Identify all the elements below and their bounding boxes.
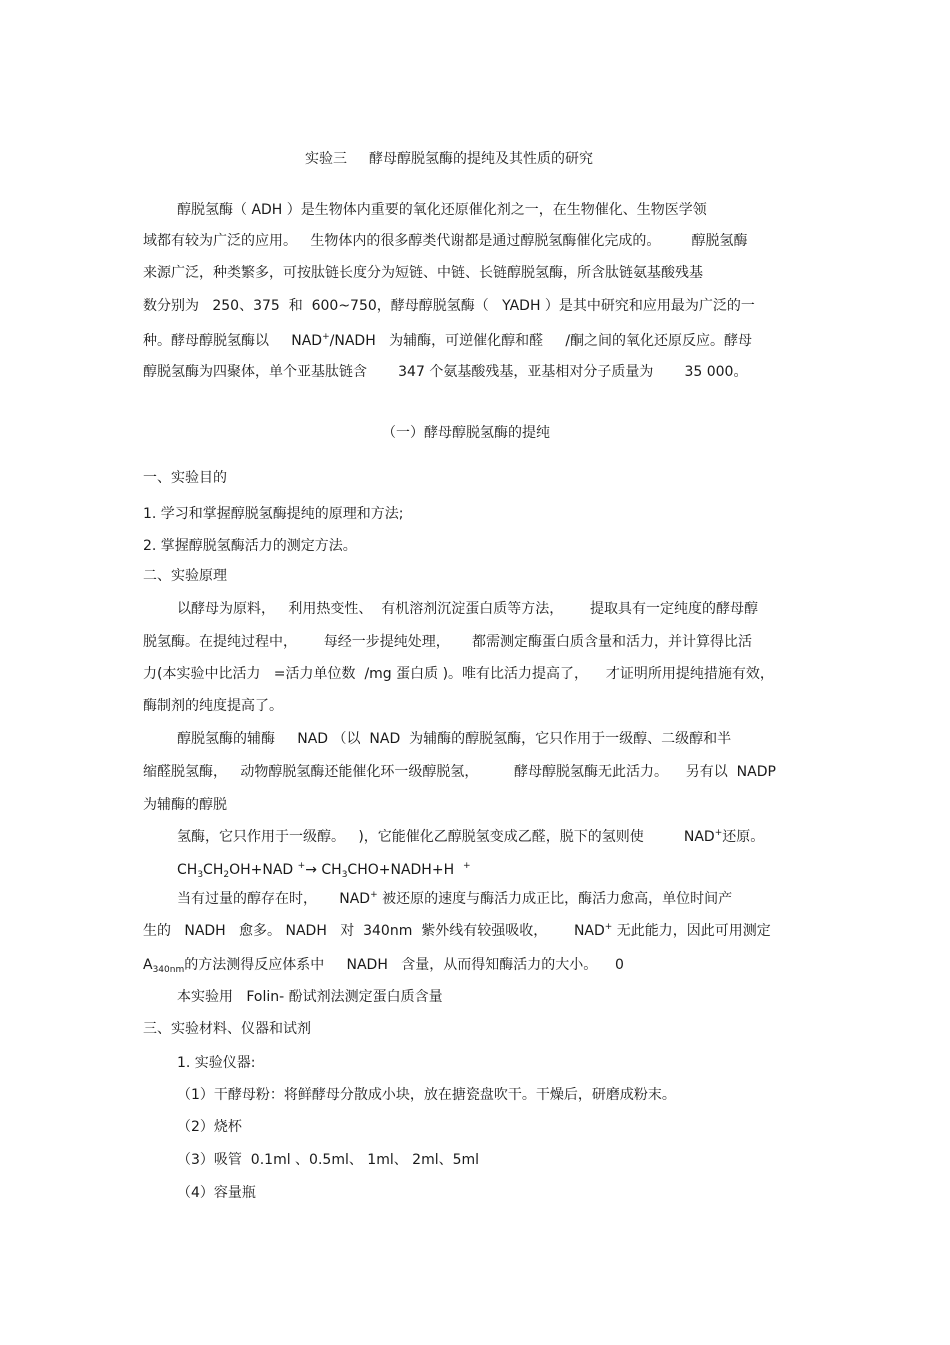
eq-part: → CH: [305, 862, 342, 878]
intro-line-6: 醇脱氢酶为四聚体，单个亚基肽链含 347 个氨基酸残基，亚基相对分子质量为 35 000。: [143, 364, 748, 380]
reaction-equation: [177, 861, 471, 879]
superscript-plus: +: [604, 922, 613, 932]
intro-line-3: 来源广泛，种类繁多，可按肽链长度分为短链、中链、长链醇脱氢酶，所含肽链氨基酸残基: [143, 265, 703, 281]
instrument-item-2: （2）烧杯: [177, 1119, 242, 1135]
principle-line-2: 脱氢酶。在提纯过程中， 每经一步提纯处理， 都需测定酶蛋白质含量和活力，并计算得比活: [143, 634, 752, 650]
eq-superscript: +: [463, 861, 471, 871]
principle-line-11: [143, 956, 624, 974]
superscript-plus: +: [370, 890, 378, 900]
principle-line-3: 力(本实验中比活力 =活力单位数 /mg 蛋白质 )。唯有比活力提高了， 才证明所用提纯措施有效，: [143, 666, 774, 682]
intro-line-4: 数分别为 250、375 和 600~750，酵母醇脱氢酶（ YADH ）是其中研究和应用最为广泛的一: [143, 298, 755, 314]
title-experiment-number: 实验三: [305, 151, 347, 167]
heading-materials: 三、实验材料、仪器和试剂: [143, 1021, 311, 1037]
eq-subscript: 3: [341, 870, 348, 880]
eq-part: OH+NAD: [229, 862, 298, 878]
page-title: [305, 150, 593, 168]
principle-line-10-b: 无此能力，因此可用测定: [612, 923, 771, 939]
principle-line-12: 本实验用 Folin- 酚试剂法测定蛋白质含量: [177, 989, 443, 1005]
principle-line-11-a: A: [143, 957, 153, 973]
principle-line-1: 以酵母为原料， 利用热变性、 有机溶剂沉淀蛋白质等方法， 提取具有一定纯度的酵母醇: [177, 601, 758, 617]
principle-line-8: [177, 828, 764, 846]
principle-line-8-a: 氢酶，它只作用于一级醇。 )，它能催化乙醇脱氢变成乙醛，脱下的氢则使 NAD: [177, 829, 715, 845]
eq-part: CHO+NADH+H: [347, 862, 463, 878]
intro-line-5-a: 种。酵母醇脱氢酶以 NAD: [143, 333, 323, 349]
eq-part: CH: [203, 862, 224, 878]
principle-line-9-b: 被还原的速度与酶活力成正比，酶活力愈高，单位时间产: [377, 891, 733, 907]
subscript-wavelength: 340nm: [152, 965, 185, 975]
objective-item-1: 1. 学习和掌握醇脱氢酶提纯的原理和方法;: [143, 506, 404, 522]
eq-subscript: 2: [223, 870, 230, 880]
principle-line-4: 酶制剂的纯度提高了。: [143, 698, 283, 714]
principle-line-9-a: 当有过量的醇存在时， NAD: [177, 891, 371, 907]
eq-subscript: 3: [197, 870, 204, 880]
instrument-item-1: （1）干酵母粉：将鲜酵母分散成小块，放在搪瓷盘吹干。干燥后，研磨成粉末。: [177, 1087, 676, 1103]
principle-line-5: 醇脱氢酶的辅酶 NAD （以 NAD 为辅酶的醇脱氢酶，它只作用于一级醇、二级醇和半: [177, 731, 732, 747]
principle-line-6: 缩醛脱氢酶， 动物醇脱氢酶还能催化环一级醇脱氢， 酵母醇脱氢酶无此活力。 另有以 NADP: [143, 764, 776, 780]
instrument-item-4: （4）容量瓶: [177, 1185, 256, 1201]
principle-line-10-a: 生的 NADH 愈多。 NADH 对 340nm 紫外线有较强吸收， NAD: [143, 923, 605, 939]
instrument-item-3: （3）吸管 0.1ml 、0.5ml、 1ml、 2ml、5ml: [177, 1152, 480, 1168]
principle-line-11-b: 的方法测得反应体系中 NADH 含量，从而得知酶活力的大小。 0: [184, 957, 624, 973]
intro-line-2: 域都有较为广泛的应用。 生物体内的很多醇类代谢都是通过醇脱氢酶催化完成的。 醇脱氢酶: [143, 233, 748, 249]
objective-item-2: 2. 掌握醇脱氢酶活力的测定方法。: [143, 538, 357, 554]
eq-part: CH: [177, 862, 198, 878]
heading-objectives: 一、实验目的: [143, 470, 227, 486]
intro-line-1: 醇脱氢酶（ ADH ）是生物体内重要的氧化还原催化剂之一，在生物催化、生物医学领: [177, 202, 707, 218]
superscript-plus: +: [322, 332, 330, 342]
principle-line-8-b: 还原。: [722, 829, 765, 845]
heading-principle: 二、实验原理: [143, 568, 227, 584]
intro-line-5: [143, 332, 752, 350]
principle-line-9: [177, 890, 732, 908]
title-text: 酵母醇脱氢酶的提纯及其性质的研究: [369, 151, 593, 167]
principle-line-10: [143, 922, 771, 940]
section-heading: （一）酵母醇脱氢酶的提纯: [382, 425, 550, 441]
principle-line-7: 为辅酶的醇脱: [143, 797, 227, 813]
eq-superscript: +: [297, 861, 306, 871]
superscript-plus: +: [714, 828, 723, 838]
intro-line-5-b: /NADH 为辅酶，可逆催化醇和醛 /酮之间的氧化还原反应。酵母: [329, 333, 753, 349]
instruments-heading: 1. 实验仪器:: [177, 1055, 256, 1071]
